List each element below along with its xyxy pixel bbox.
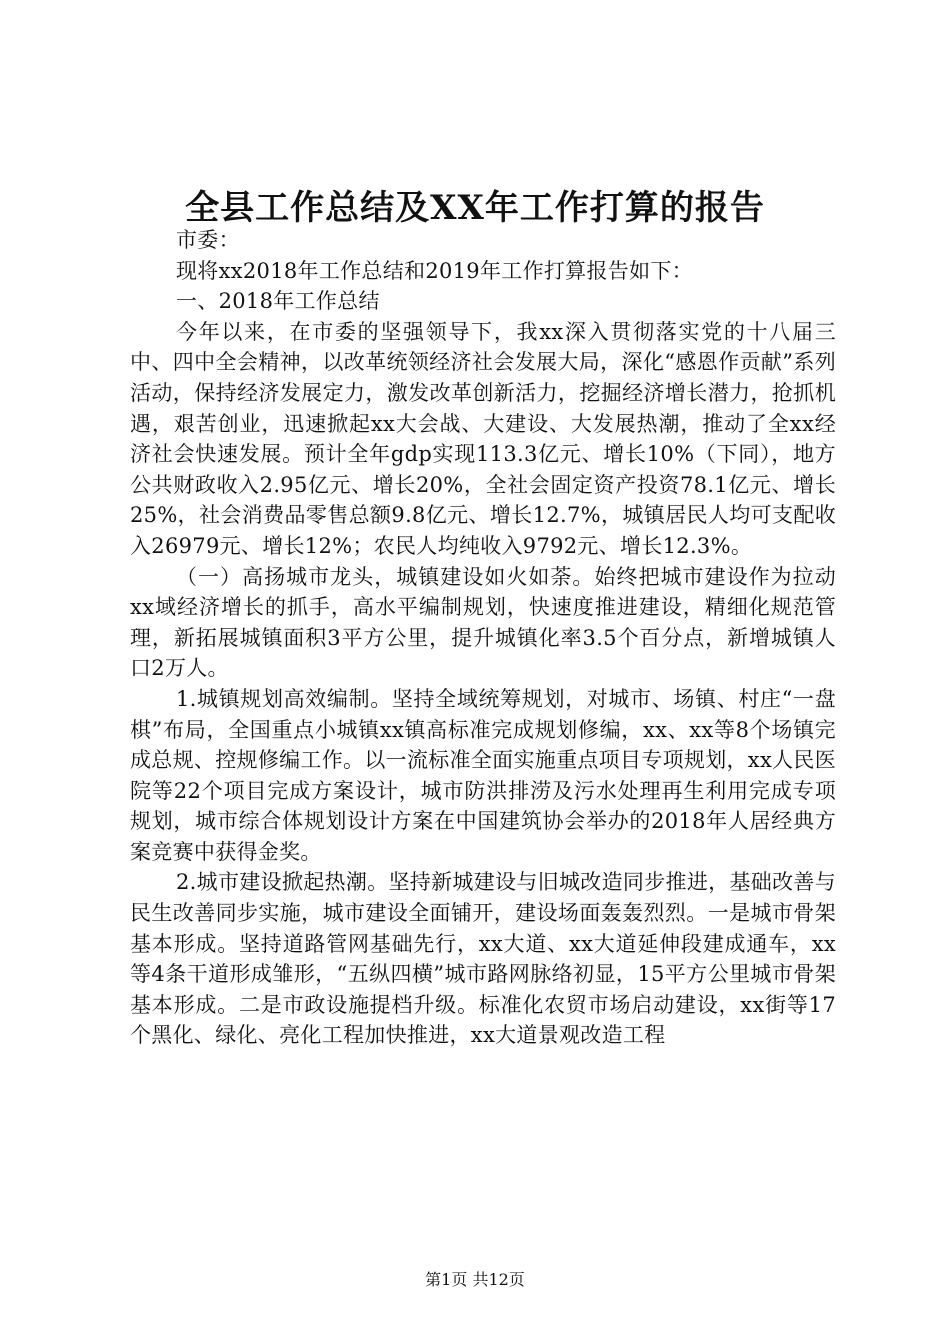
- body-paragraph: 1.城镇规划高效编制。坚持全域统筹规划，对城市、场镇、村庄“一盘棋”布局，全国重点小城镇xx镇高标准完成规划修编，xx、xx等8个场镇完成总规、控规修编工作。以一流标准全面实施重点项目专项规划，xx人民医院等22个项目完成方案设计，城市防洪排涝及污水处理再生利用完成专项规划，城市综合体规划设计方案在中国建筑协会举办的2018年人居经典方案竞赛中获得金奖。: [130, 686, 836, 864]
- body-paragraph: （一）高扬城市龙头，城镇建设如火如荼。始终把城市建设作为拉动xx域经济增长的抓手，高水平编制规划，快速度推进建设，精细化规范管理，新拓展城镇面积3平方公里，提升城镇化率3.5个百分点，新增城镇人口2万人。: [130, 564, 836, 681]
- salutation: 市委：: [176, 228, 240, 252]
- intro-paragraph: 现将xx2018年工作总结和2019年工作打算报告如下：: [176, 258, 693, 283]
- document-body: [130, 225, 836, 1051]
- body-paragraph: 2.城市建设掀起热潮。坚持新城建设与旧城改造同步推进，基础改善与民生改善同步实施，城市建设全面铺开，建设场面轰轰烈烈。一是城市骨架基本形成。坚持道路管网基础先行，xx大道、xx大道延伸段建成通车，xx等4条干道形成雏形，“五纵四横”城市路网脉络初显，15平方公里城市骨架基本形成。二是市政设施提档升级。标准化农贸市场启动建设，xx街等17个黑化、绿化、亮化工程加快推进，xx大道景观改造工程: [130, 870, 836, 1048]
- document-title: 全县工作总结及XX年工作打算的报告: [185, 188, 765, 228]
- body-paragraph: 今年以来，在市委的坚强领导下，我xx深入贯彻落实党的十八届三中、四中全会精神，以改革统领经济社会发展大局，深化“感恩作贡献”系列活动，保持经济发展定力，激发改革创新活力，挖掘经济增长潜力，抢抓机遇，艰苦创业，迅速掀起xx大会战、大建设、大发展热潮，推动了全xx经济社会快速发展。预计全年gdp实现113.3亿元、增长10%（下同），地方公共财政收入2.95亿元、增长20%，全社会固定资产投资78.1亿元、增长25%，社会消费品零售总额9.8亿元、增长12.7%，城镇居民人均可支配收入26979元、增长12%；农民人均纯收入9792元、增长12.3%。: [130, 319, 836, 558]
- page-number-footer: 第1页 共12页: [425, 1270, 525, 1289]
- section-heading: 一、2018年工作总结: [176, 289, 380, 314]
